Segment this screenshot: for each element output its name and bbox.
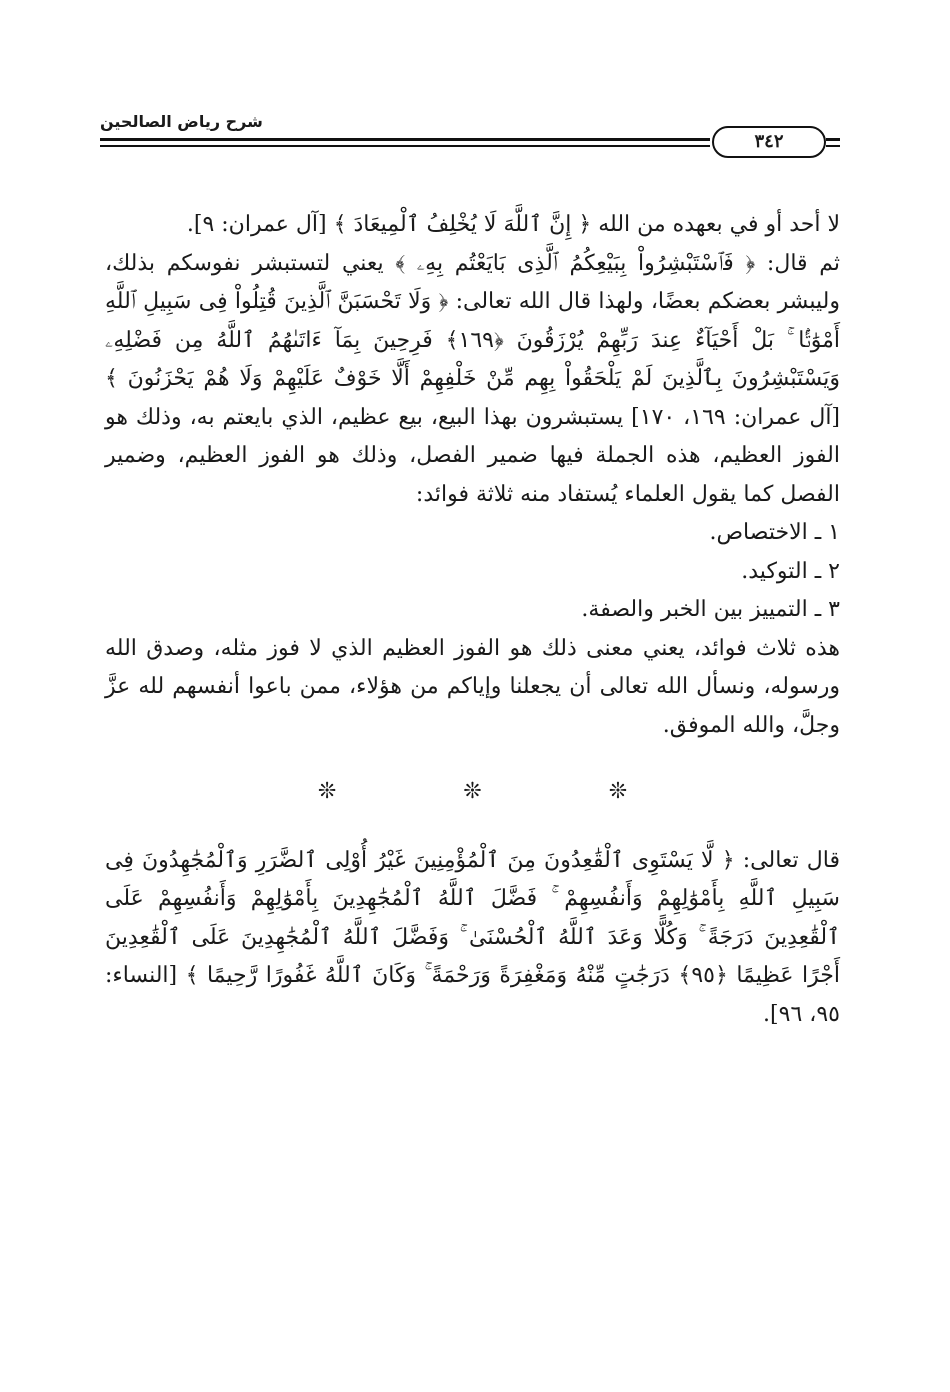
list-item-2: ٢ ـ التوكيد. [741, 558, 840, 584]
page-number: ٣٤٢ [712, 126, 826, 158]
header-rule-right-bottom [826, 145, 840, 147]
list-item-1: ١ ـ الاختصاص. [709, 520, 840, 545]
page-content [105, 206, 840, 1034]
header-rule-bottom [100, 145, 710, 147]
paragraph-4: قال تعالى: ﴿ لَّا يَسْتَوِى ٱلْقَٰعِدُونَ مِنَ ٱلْمُؤْمِنِينَ غَيْرُ أُوْلِى ٱلضَّرَرِ وَٱلْمُجَٰهِدُونَ فِى سَبِيلِ ٱللَّهِ بِأَمْوَٰلِهِمْ وَأَنفُسِهِمْ ۚ فَضَّلَ ٱللَّهُ ٱلْمُجَٰهِدِينَ بِأَمْوَٰلِهِمْ وَأَنفُسِهِمْ عَلَى ٱلْقَٰعِدِينَ دَرَجَةً ۚ وَكُلًّا وَعَدَ ٱللَّهُ ٱلْحُسْنَىٰ ۚ وَفَضَّلَ ٱللَّهُ ٱلْمُجَٰهِدِينَ عَلَى ٱلْقَٰعِدِينَ أَجْرًا عَظِيمًا ﴿٩٥﴾ دَرَجَٰتٍ مِّنْهُ وَمَغْفِرَةً وَرَحْمَةً ۚ وَكَانَ ٱللَّهُ غَفُورًا رَّحِيمًا ﴾ [النساء: ٩٥، ٩٦]. [105, 847, 840, 1027]
header-rule-right-top [826, 138, 840, 141]
paragraph-1: لا أحد أو في بعهده من الله ﴿ إِنَّ ٱللَّهَ لَا يُخْلِفُ ٱلْمِيعَادَ ﴾ [آل عمران: ٩]. [186, 212, 840, 237]
book-title: شرح رياض الصالحين [100, 112, 263, 131]
page-header [100, 112, 840, 172]
paragraph-3: هذه ثلاث فوائد، يعني معنى ذلك هو الفوز العظيم الذي لا فوز مثله، وصدق الله ورسوله، ونسأل الله تعالى أن يجعلنا وإياكم من هؤلاء، ممن باعوا أنفسهم لله عزَّ وجلَّ، والله الموفق. [105, 635, 840, 738]
list-item-3: ٣ ـ التمييز بين الخبر والصفة. [581, 597, 840, 622]
header-rule-top [100, 138, 710, 141]
paragraph-2: ثم قال: ﴿ فَٱسْتَبْشِرُواْ بِبَيْعِكُمُ ٱلَّذِى بَايَعْتُم بِهِۦ ﴾ يعني لتستبشر نفوسكم بذلك، وليبشر بعضكم بعضًا، ولهذا قال الله تعالى: ﴿ وَلَا تَحْسَبَنَّ ٱلَّذِينَ قُتِلُواْ فِى سَبِيلِ ٱللَّهِ أَمْوَٰتًۢا ۚ بَلْ أَحْيَآءٌ عِندَ رَبِّهِمْ يُرْزَقُونَ ﴿١٦٩﴾ فَرِحِينَ بِمَآ ءَاتَىٰهُمُ ٱللَّهُ مِن فَضْلِهِۦ وَيَسْتَبْشِرُونَ بِٱلَّذِينَ لَمْ يَلْحَقُواْ بِهِم مِّنْ خَلْفِهِمْ أَلَّا خَوْفٌ عَلَيْهِمْ وَلَا هُمْ يَحْزَنُونَ ﴾ [آل عمران: ١٦٩، ١٧٠] يستبشرون بهذا البيع، بيع عظيم، الذي بايعتم به، وذلك هو الفوز العظيم، هذه الجملة فيها ضمير الفصل، وذلك هو الفوز العظيم، وضمير الفصل كما يقول العلماء يُستفاد منه ثلاثة فوائد: [105, 250, 841, 507]
section-separator: ❊ ❊ ❊ [317, 779, 688, 804]
